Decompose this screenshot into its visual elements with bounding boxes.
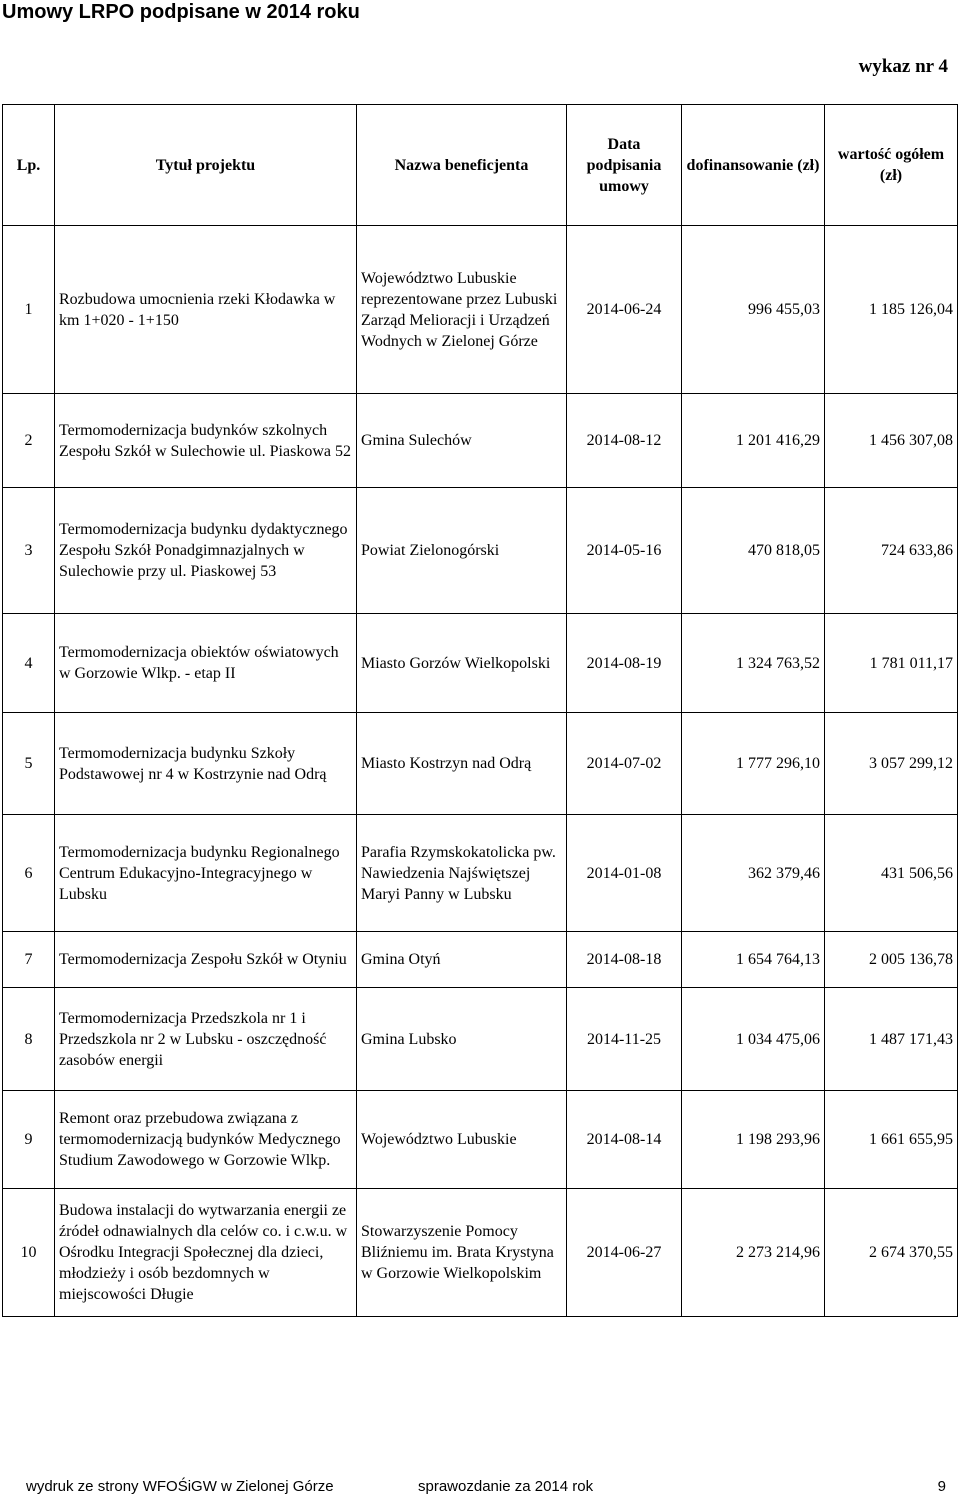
cell-beneficiary: Parafia Rzymskokatolicka pw. Nawiedzenia Najświętszej Maryi Panny w Lubsku (357, 815, 567, 932)
cell-beneficiary: Stowarzyszenie Pomocy Bliźniemu im. Brata Krystyna w Gorzowie Wielkopolskim (357, 1189, 567, 1317)
cell-lp: 9 (3, 1091, 55, 1189)
cell-date: 2014-11-25 (567, 988, 682, 1091)
cell-date: 2014-06-27 (567, 1189, 682, 1317)
header-total: wartość ogółem (zł) (825, 105, 958, 226)
cell-beneficiary: Województwo Lubuskie reprezentowane przez Lubuski Zarząd Melioracji i Urządzeń Wodnych w Zielonej Górze (357, 226, 567, 394)
cell-date: 2014-01-08 (567, 815, 682, 932)
cell-date: 2014-08-19 (567, 614, 682, 713)
cell-funding: 2 273 214,96 (682, 1189, 825, 1317)
cell-total: 724 633,86 (825, 488, 958, 614)
cell-title: Termomodernizacja Zespołu Szkół w Otyniu (55, 932, 357, 988)
header-date: Data podpisania umowy (567, 105, 682, 226)
page-title: Umowy LRPO podpisane w 2014 roku (2, 1, 360, 23)
cell-lp: 2 (3, 394, 55, 488)
cell-beneficiary: Gmina Lubsko (357, 988, 567, 1091)
cell-funding: 362 379,46 (682, 815, 825, 932)
cell-total: 2 005 136,78 (825, 932, 958, 988)
cell-title: Rozbudowa umocnienia rzeki Kłodawka w km 1+020 - 1+150 (55, 226, 357, 394)
cell-total: 1 781 011,17 (825, 614, 958, 713)
table-row (3, 932, 958, 988)
cell-beneficiary: Miasto Kostrzyn nad Odrą (357, 713, 567, 815)
cell-lp: 8 (3, 988, 55, 1091)
cell-beneficiary: Miasto Gorzów Wielkopolski (357, 614, 567, 713)
cell-funding: 1 201 416,29 (682, 394, 825, 488)
cell-lp: 5 (3, 713, 55, 815)
header-title: Tytuł projektu (55, 105, 357, 226)
cell-lp: 3 (3, 488, 55, 614)
cell-title: Termomodernizacja budynku Regionalnego Centrum Edukacyjno-Integracyjnego w Lubsku (55, 815, 357, 932)
header-lp: Lp. (3, 105, 55, 226)
cell-funding: 1 198 293,96 (682, 1091, 825, 1189)
cell-title: Termomodernizacja Przedszkola nr 1 i Przedszkola nr 2 w Lubsku - oszczędność zasobów energii (55, 988, 357, 1091)
footer-source: wydruk ze strony WFOŚiGW w Zielonej Górze (26, 1478, 334, 1495)
cell-total: 1 456 307,08 (825, 394, 958, 488)
header-funding: dofinansowanie (zł) (682, 105, 825, 226)
cell-lp: 4 (3, 614, 55, 713)
cell-total: 3 057 299,12 (825, 713, 958, 815)
table-row (3, 394, 958, 488)
table-row (3, 1189, 958, 1317)
cell-date: 2014-07-02 (567, 713, 682, 815)
cell-date: 2014-08-18 (567, 932, 682, 988)
cell-funding: 1 654 764,13 (682, 932, 825, 988)
contracts-table (2, 104, 958, 1317)
cell-funding: 470 818,05 (682, 488, 825, 614)
cell-lp: 1 (3, 226, 55, 394)
cell-date: 2014-06-24 (567, 226, 682, 394)
cell-total: 1 487 171,43 (825, 988, 958, 1091)
table-row (3, 614, 958, 713)
cell-date: 2014-08-14 (567, 1091, 682, 1189)
cell-date: 2014-05-16 (567, 488, 682, 614)
cell-lp: 6 (3, 815, 55, 932)
cell-title: Termomodernizacja budynku dydaktycznego Zespołu Szkół Ponadgimnazjalnych w Sulechowie przy ul. Piaskowej 53 (55, 488, 357, 614)
cell-funding: 1 034 475,06 (682, 988, 825, 1091)
footer-page-number: 9 (937, 1478, 946, 1495)
cell-funding: 996 455,03 (682, 226, 825, 394)
cell-title: Termomodernizacja budynków szkolnych Zespołu Szkół w Sulechowie ul. Piaskowa 52 (55, 394, 357, 488)
cell-total: 1 661 655,95 (825, 1091, 958, 1189)
cell-beneficiary: Gmina Otyń (357, 932, 567, 988)
cell-title: Termomodernizacja obiektów oświatowych w Gorzowie Wlkp. - etap II (55, 614, 357, 713)
cell-lp: 10 (3, 1189, 55, 1317)
cell-beneficiary: Gmina Sulechów (357, 394, 567, 488)
list-number: wykaz nr 4 (858, 56, 948, 77)
cell-title: Budowa instalacji do wytwarzania energii ze źródeł odnawialnych dla celów co. i c.w.u. w Ośrodku Integracji Społecznej dla dzieci, młodzieży i osób bezdomnych w miejscowości Długie (55, 1189, 357, 1317)
cell-funding: 1 324 763,52 (682, 614, 825, 713)
cell-total: 1 185 126,04 (825, 226, 958, 394)
cell-title: Termomodernizacja budynku Szkoły Podstawowej nr 4 w Kostrzynie nad Odrą (55, 713, 357, 815)
cell-beneficiary: Województwo Lubuskie (357, 1091, 567, 1189)
table-row (3, 815, 958, 932)
cell-total: 2 674 370,55 (825, 1189, 958, 1317)
table-row (3, 488, 958, 614)
cell-total: 431 506,56 (825, 815, 958, 932)
cell-title: Remont oraz przebudowa związana z termomodernizacją budynków Medycznego Studium Zawodowego w Gorzowie Wlkp. (55, 1091, 357, 1189)
table-row (3, 713, 958, 815)
header-beneficiary: Nazwa beneficjenta (357, 105, 567, 226)
cell-beneficiary: Powiat Zielonogórski (357, 488, 567, 614)
footer-report: sprawozdanie za 2014 rok (418, 1478, 594, 1495)
table-row (3, 1091, 958, 1189)
table-row (3, 226, 958, 394)
header-row (3, 105, 958, 226)
cell-funding: 1 777 296,10 (682, 713, 825, 815)
cell-date: 2014-08-12 (567, 394, 682, 488)
cell-lp: 7 (3, 932, 55, 988)
table-row (3, 988, 958, 1091)
